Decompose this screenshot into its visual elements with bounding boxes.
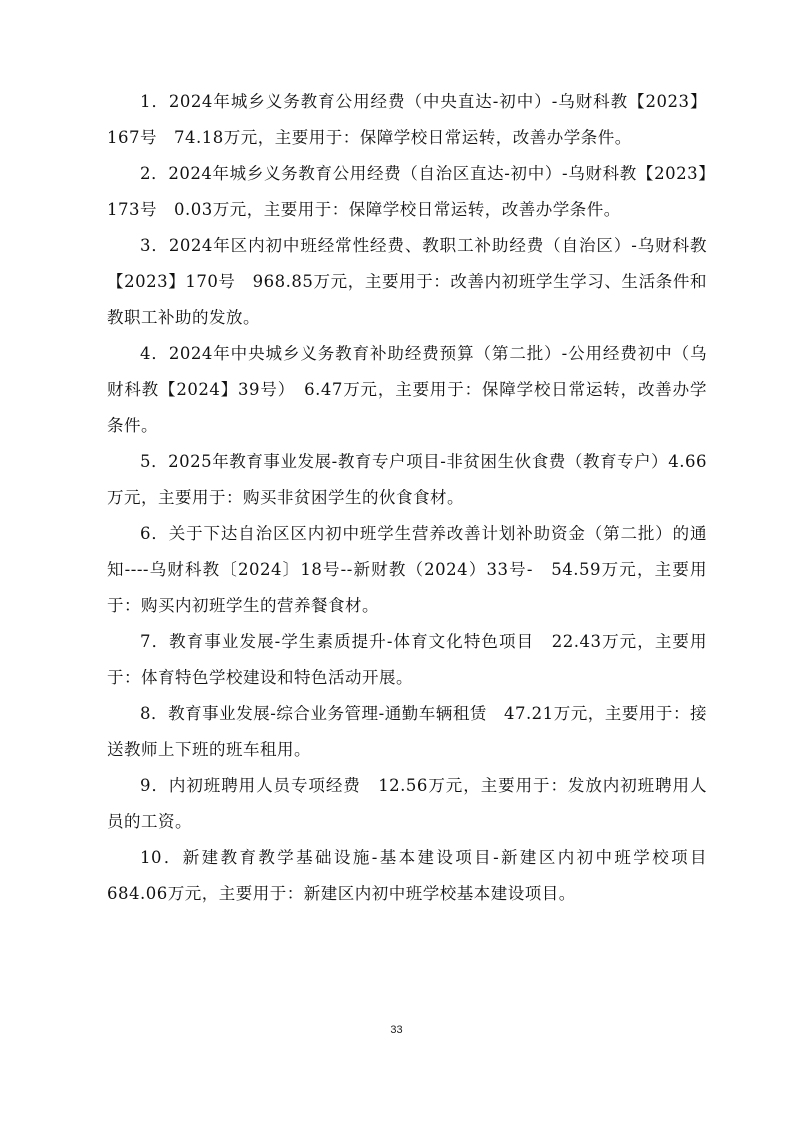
paragraph-item-3: 3．2024年区内初中班经常性经费、教职工补助经费（自治区）-乌财科教【2023】170号 968.85万元，主要用于：改善内初班学生学习、生活条件和教职工补助的发放。 — [107, 236, 707, 327]
paragraph-item-8: 8．教育事业发展-综合业务管理-通勤车辆租赁 47.21万元，主要用于：接送教师上下班的班车租用。 — [107, 704, 707, 759]
paragraph-item-4: 4．2024年中央城乡义务教育补助经费预算（第二批）-公用经费初中（乌财科教【2024】39号） 6.47万元，主要用于：保障学校日常运转，改善办学条件。 — [107, 344, 707, 435]
paragraph-item-5: 5．2025年教育事业发展-教育专户项目-非贫困生伙食费（教育专户）4.66万元，主要用于：购买非贫困学生的伙食食材。 — [107, 452, 707, 507]
paragraph-item-9: 9．内初班聘用人员专项经费 12.56万元，主要用于：发放内初班聘用人员的工资。 — [107, 776, 707, 831]
paragraph-list — [107, 84, 707, 912]
paragraph-item-6: 6．关于下达自治区区内初中班学生营养改善计划补助资金（第二批）的通知----乌财科教〔2024〕18号--新财教（2024）33号- 54.59万元，主要用于：购买内初班学生的营养餐食材。 — [107, 524, 707, 615]
paragraph-item-1: 1．2024年城乡义务教育公用经费（中央直达-初中）-乌财科教【2023】167号 74.18万元，主要用于：保障学校日常运转，改善办学条件。 — [107, 92, 707, 147]
paragraph-item-2: 2．2024年城乡义务教育公用经费（自治区直达-初中）-乌财科教【2023】173号 0.03万元，主要用于：保障学校日常运转，改善办学条件。 — [107, 164, 707, 219]
paragraph-item-7: 7．教育事业发展-学生素质提升-体育文化特色项目 22.43万元，主要用于：体育特色学校建设和特色活动开展。 — [107, 632, 707, 687]
paragraph-item-10: 10．新建教育教学基础设施-基本建设项目-新建区内初中班学校项目684.06万元，主要用于：新建区内初中班学校基本建设项目。 — [107, 848, 707, 903]
page-number: 33 — [390, 1024, 403, 1036]
